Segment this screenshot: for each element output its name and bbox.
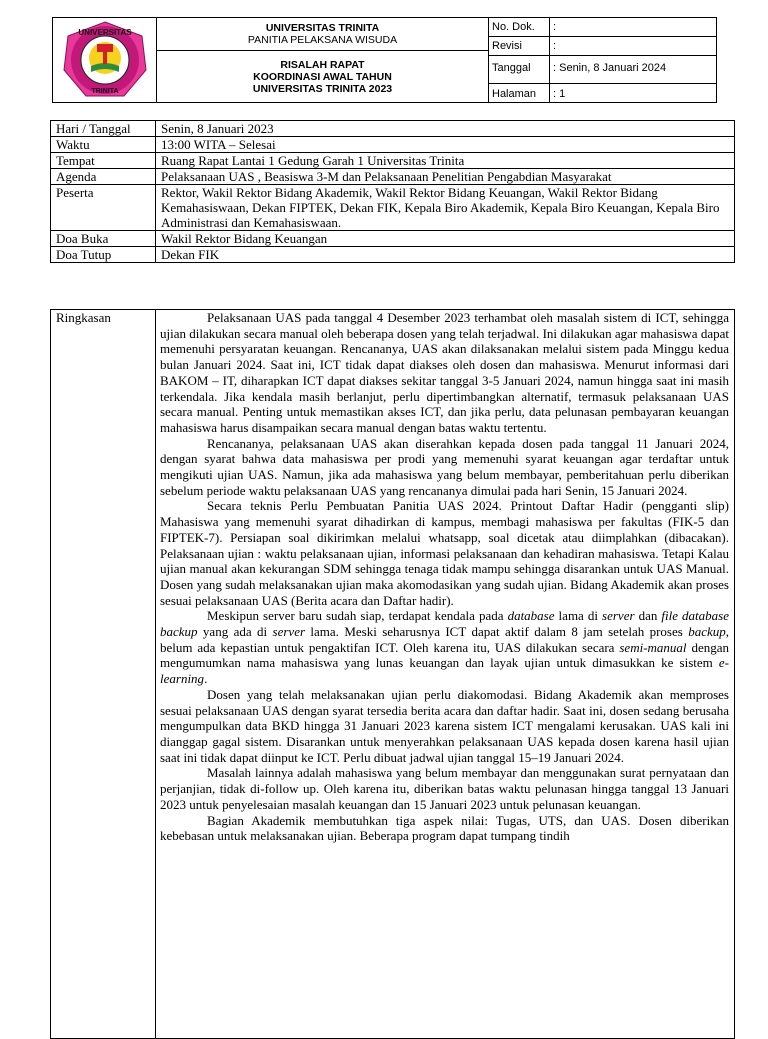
info-label: Hari / Tanggal xyxy=(51,121,156,137)
info-label: Tempat xyxy=(51,153,156,169)
summary-table xyxy=(50,309,735,1039)
summary-label: Ringkasan xyxy=(51,310,156,1039)
info-value: Dekan FIK xyxy=(156,247,735,263)
meta-label-no-dok: No. Dok. xyxy=(492,21,535,33)
document-header xyxy=(52,17,717,103)
info-row-opening-prayer xyxy=(51,231,735,247)
doc-title-3: UNIVERSITAS TRINITA 2023 xyxy=(252,83,393,95)
info-label: Doa Buka xyxy=(51,231,156,247)
info-value: Pelaksanaan UAS , Beasiswa 3-M dan Pelaksanaan Penelitian Pengabdian Masyarakat xyxy=(156,169,735,185)
info-value: Rektor, Wakil Rektor Bidang Akademik, Wakil Rektor Bidang Keuangan, Wakil Rektor Bidang Kemahasiswaan, Dekan FIPTEK, Dekan FIK, Kepala Biro Akademik, Kepala Biro Keuangan, Kepala Biro Administrasi dan Kemahasiswaan. xyxy=(156,185,735,231)
info-row-place xyxy=(51,153,735,169)
meeting-info-table xyxy=(50,120,735,263)
meta-value-revisi: : xyxy=(553,40,557,52)
logo-text-bottom: TRINITA xyxy=(91,88,119,95)
summary-paragraph-6: Masalah lainnya adalah mahasiswa yang belum membayar dan menggunakan surat pernyataan dan perjanjian, tidak di-follow up. Oleh karena itu, diberikan batas waktu pelunasan hingga tanggal 13 Januari 2023 untuk penyelesaian masalah keuangan dan 15 Januari 2023 untuk pelunasan keuangan. xyxy=(160,765,729,812)
info-label: Peserta xyxy=(51,185,156,231)
university-logo xyxy=(62,20,148,100)
meta-value-no-dok: : xyxy=(553,21,557,33)
summary-paragraph-1: Pelaksanaan UAS pada tanggal 4 Desember 2023 terhambat oleh masalah sistem di ICT, sehingga ujian dilakukan secara manual oleh beberapa dosen yang telah terjadwal. Ini dilakukan agar mahasiswa dapat memenuhi persyaratan keuangan. Rencananya, UAS akan dilaksanakan melalui sistem pada Minggu kedua bulan Januari 2024. Saat ini, ICT tidak dapat diakses oleh dosen dan mahasiswa. Menurut informasi dari BAKOM – IT, diharapkan ICT dapat diakses sekitar tanggal 3-5 Januari 2024, namun hingga saat ini masih terkendala. Jika kendala masih berlanjut, perlu dipertimbangkan alternatif, termasuk pelaksanaan UAS secara manual. Penting untuk memastikan akses ICT, dan jika perlu, data pelunasan pembayaran keuangan mahasiswa harus disampaikan secara manual dengan batas waktu tertentu. xyxy=(160,310,729,435)
meta-value-halaman: : 1 xyxy=(553,88,566,100)
info-row-agenda xyxy=(51,169,735,185)
summary-paragraph-5: Dosen yang telah melaksanakan ujian perlu diakomodasi. Bidang Akademik akan memproses sesuai pelaksanaan UAS dengan syarat tersedia berita acara dan daftar hadir. Saat ini, dosen sedang berusaha mengumpulkan data BKD hingga 31 Januari 2023 karena sistem ICT mengalami kerusakan. UAS kali ini dianggap gagal sistem. Disarankan untuk menyerahkan pelaksanaan UAS kepada dosen karena hasil ujian saat ini tidak dapat diinput ke ICT. Perlu dibuat jadwal ujian tanggal 15–19 Januari 2024. xyxy=(160,686,729,765)
meta-value-tanggal: : Senin, 8 Januari 2024 xyxy=(553,62,667,74)
info-value: 13:00 WITA – Selesai xyxy=(156,137,735,153)
info-row-time xyxy=(51,137,735,153)
info-value: Wakil Rektor Bidang Keuangan xyxy=(156,231,735,247)
summary-paragraph-2: Rencananya, pelaksanaan UAS akan diserahkan kepada dosen pada tanggal 11 Januari 2024, dengan syarat bahwa data mahasiswa per prodi yang memenuhi syarat keuangan agar terdaftar untuk mengikuti ujian UAS. Namun, jika ada mahasiswa yang belum membayar, pemberitahuan perlu diberikan sebelum periode waktu pelaksanaan UAS yang rencananya dimulai pada hari Senin, 15 Januari 2024. xyxy=(160,435,729,498)
doc-title-2: KOORDINASI AWAL TAHUN xyxy=(253,71,392,83)
meta-label-halaman: Halaman xyxy=(492,88,537,100)
info-row-closing-prayer xyxy=(51,247,735,263)
info-value: Ruang Rapat Lantai 1 Gedung Garah 1 Universitas Trinita xyxy=(156,153,735,169)
info-row-date xyxy=(51,121,735,137)
summary-content xyxy=(156,310,735,1039)
info-value: Senin, 8 Januari 2023 xyxy=(156,121,735,137)
info-label: Agenda xyxy=(51,169,156,185)
summary-paragraph-4: Meskipun server baru sudah siap, terdapat kendala pada database lama di server dan file database backup yang ada di server lama. Meski seharusnya ICT dapat aktif dalam 8 jam setelah proses backup, belum ada kepastian untuk pengaktifan ICT. Oleh karena itu, UAS dilakukan secara semi-manual dengan mengumumkan nama mahasiswa yang lunas keuangan dan layak ujian untuk dimasukkan ke sistem e-learning. xyxy=(160,608,729,687)
meta-label-revisi: Revisi xyxy=(492,40,522,52)
info-label: Waktu xyxy=(51,137,156,153)
info-label: Doa Tutup xyxy=(51,247,156,263)
logo-text-top: UNIVERSITAS xyxy=(78,28,132,37)
info-row-participants xyxy=(51,185,735,231)
university-name: UNIVERSITAS TRINITA xyxy=(265,22,380,34)
committee-name: PANITIA PELAKSANA WISUDA xyxy=(247,34,398,46)
summary-paragraph-3: Secara teknis Perlu Pembuatan Panitia UAS 2024. Printout Daftar Hadir (pengganti slip) Mahasiswa yang memenuhi syarat dihadirkan di kampus, membagi mahasiswa per fakultas (FIK-5 dan FIPTEK-7). Persiapan soal dikirimkan melalui whatsapp, soal dicetak atau diimplahkan (dibacakan). Pelaksanaan ujian : waktu pelaksanaan ujian, informasi pelaksanaan dan kehadiran mahasiswa. Tetapi Kalau ujian manual akan kekurangan SDM sehingga tenaga tidak mampu sehingga disarankan untuk UAS Manual. Dosen yang sudah melaksanakan ujian maka akomodasikan yang sudah ujian. Bidang Akademik akan proses sesuai pelaksanaan UAS (Berita acara dan Daftar hadir). xyxy=(160,498,729,608)
doc-title-1: RISALAH RAPAT xyxy=(280,59,365,71)
summary-paragraph-7: Bagian Akademik membutuhkan tiga aspek nilai: Tugas, UTS, dan UAS. Dosen diberikan kebebasan untuk melaksanakan ujian. Beberapa program dapat tumpang tindih xyxy=(160,812,729,844)
meta-label-tanggal: Tanggal xyxy=(492,62,531,74)
